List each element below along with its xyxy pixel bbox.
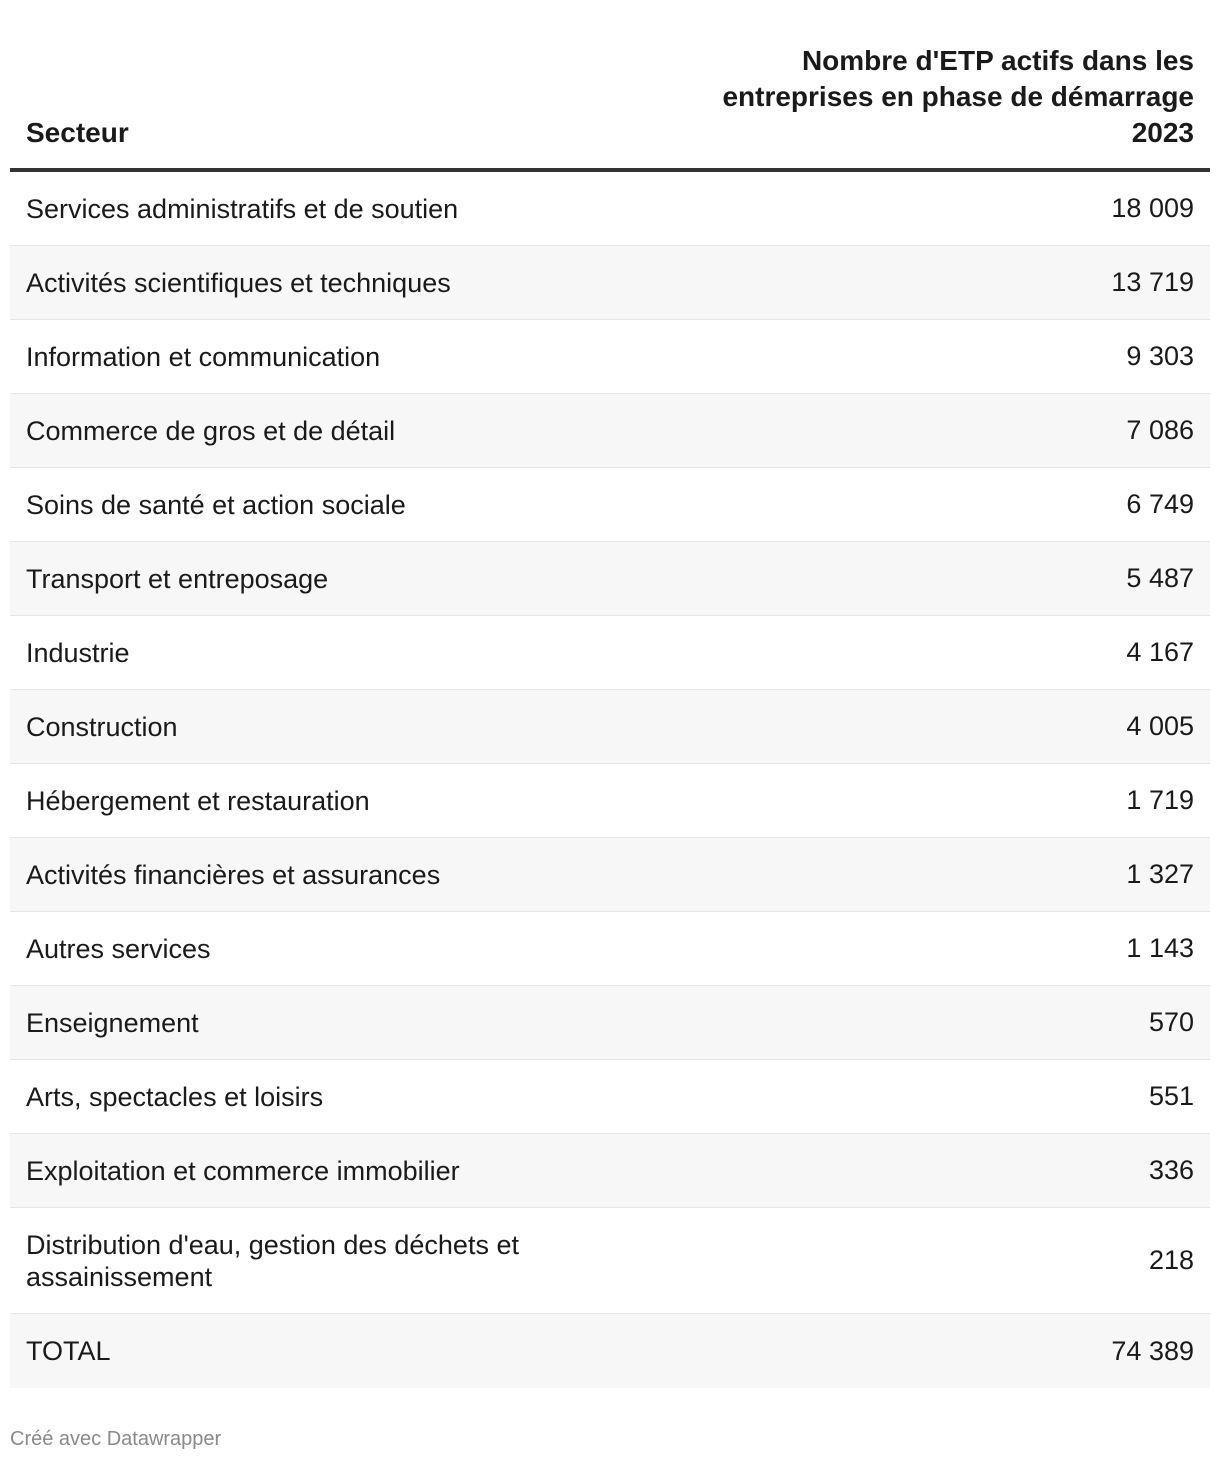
cell-sector: Activités financières et assurances [26, 859, 441, 890]
cell-fte-value: 1 327 [1126, 859, 1194, 889]
cell-fte-value: 4 167 [1126, 637, 1194, 667]
cell-sector: Activités scientifiques et techniques [26, 267, 451, 298]
cell-sector: Arts, spectacles et loisirs [26, 1081, 324, 1112]
table-row [10, 172, 1210, 246]
table-row [10, 1134, 1210, 1208]
cell-sector: Services administratifs et de soutien [26, 193, 459, 224]
cell-sector: Construction [26, 711, 178, 742]
cell-fte-value: 1 719 [1126, 785, 1194, 815]
cell-sector: Exploitation et commerce immobilier [26, 1155, 460, 1186]
cell-sector: Hébergement et restauration [26, 785, 370, 816]
datawrapper-credit: Créé avec Datawrapper [10, 1428, 222, 1450]
table-row [10, 764, 1210, 838]
cell-fte-value: 551 [1148, 1081, 1194, 1111]
table-row [10, 838, 1210, 912]
cell-sector: Transport et entreposage [26, 563, 329, 594]
cell-sector: Soins de santé et action sociale [26, 489, 406, 520]
data-table [10, 40, 1210, 1388]
cell-fte-value: 74 389 [1111, 1335, 1194, 1366]
table-row [10, 320, 1210, 394]
cell-fte-value: 4 005 [1126, 711, 1194, 741]
table-row [10, 1060, 1210, 1134]
table-row [10, 912, 1210, 986]
table-body [10, 172, 1210, 1388]
cell-fte-value: 9 303 [1126, 341, 1194, 371]
cell-fte-value: 336 [1148, 1155, 1194, 1185]
cell-sector: Information et communication [26, 341, 381, 372]
cell-fte-value: 7 086 [1126, 415, 1194, 445]
cell-sector: Distribution d'eau, gestion des déchets et assainissement [26, 1229, 519, 1292]
cell-sector: TOTAL [26, 1336, 111, 1366]
column-header-sector[interactable]: Secteur [26, 117, 129, 148]
table-row [10, 394, 1210, 468]
cell-fte-value: 13 719 [1111, 267, 1194, 297]
cell-fte-value: 1 143 [1126, 933, 1194, 963]
cell-sector: Enseignement [26, 1007, 199, 1038]
cell-sector: Commerce de gros et de détail [26, 415, 396, 446]
table-row [10, 468, 1210, 542]
table-row [10, 690, 1210, 764]
cell-sector: Autres services [26, 933, 211, 964]
column-header-fte[interactable]: Nombre d'ETP actifs dans les entreprises en phase de démarrage 2023 [722, 45, 1194, 148]
table-row [10, 542, 1210, 616]
cell-fte-value: 570 [1148, 1007, 1194, 1037]
table-row [10, 246, 1210, 320]
table-header [10, 40, 1210, 172]
cell-sector: Industrie [26, 637, 130, 668]
table-row [10, 1208, 1210, 1314]
cell-fte-value: 218 [1148, 1245, 1194, 1275]
cell-fte-value: 5 487 [1126, 563, 1194, 593]
total-row [10, 1314, 1210, 1388]
cell-fte-value: 18 009 [1111, 193, 1194, 223]
table-row [10, 986, 1210, 1060]
cell-fte-value: 6 749 [1126, 489, 1194, 519]
table-row [10, 616, 1210, 690]
